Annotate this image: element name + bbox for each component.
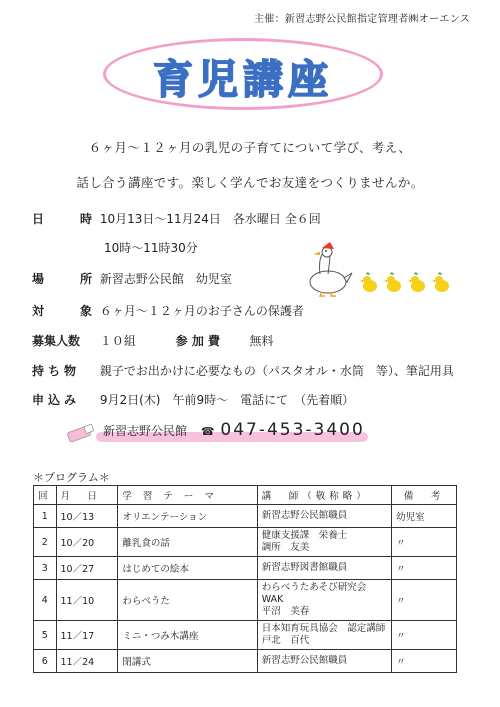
- row-no: 6: [34, 650, 57, 673]
- row-date: 11／17: [56, 621, 118, 650]
- row-no: 5: [34, 621, 57, 650]
- lecturer-line-1: 新習志野公民館職員: [261, 655, 348, 666]
- row-lecturer: [257, 580, 391, 621]
- row-theme: 離乳食の話: [118, 528, 257, 557]
- intro-line-2: 話し合う講座です。楽しく学んでお友達をつくりませんか。: [76, 175, 424, 190]
- row-lecturer: [257, 621, 391, 650]
- table-row: [34, 580, 457, 621]
- contact-phone: 047-453-3400: [220, 420, 365, 440]
- intro-line-1: ６ヶ月〜１２ヶ月の乳児の子育てについて学び、考え、: [88, 140, 412, 155]
- duck-and-chicks-illustration: [300, 240, 460, 300]
- contact-name: 新習志野公民館: [103, 424, 188, 438]
- row-lecturer: [257, 650, 391, 673]
- chick-icon: [432, 272, 449, 292]
- marker-pen-icon: [66, 423, 98, 447]
- fee-value: 無料: [249, 334, 274, 348]
- lecturer-line-1: わらべうたあそび研究会 WAK: [261, 582, 367, 605]
- info-capacity: [32, 332, 274, 349]
- items-value: 親子でお出かけに必要なもの（パスタオル・水筒 等）、筆記用具: [99, 364, 454, 378]
- chick-icon: [384, 272, 401, 292]
- lecturer-line-2: 平沼 美春: [261, 606, 310, 617]
- row-no: 1: [34, 505, 57, 528]
- row-date: 11／10: [56, 580, 118, 621]
- row-note: 〃: [392, 650, 457, 673]
- header-lecturer: 講 師（敬称略）: [257, 486, 391, 505]
- program-header-row: [34, 486, 457, 505]
- lecturer-line-1: 新習志野公民館職員: [261, 510, 348, 521]
- info-target: [32, 302, 304, 319]
- contact-line: [103, 420, 365, 440]
- time-value: 10時〜11時30分: [104, 241, 198, 255]
- fee-label: 参 加 費: [175, 334, 221, 348]
- row-lecturer: [257, 505, 391, 528]
- capacity-label: 募集人数: [32, 334, 81, 348]
- row-date: 10／20: [56, 528, 118, 557]
- row-theme: 閉講式: [118, 650, 257, 673]
- apply-value: 9月2日(木) 午前9時〜 電話にて （先着順）: [99, 393, 355, 407]
- info-items: [32, 362, 454, 379]
- date-value: 10月13日〜11月24日 各水曜日 全６回: [99, 212, 321, 226]
- capacity-value: １０組: [99, 334, 136, 348]
- table-row: [34, 621, 457, 650]
- row-note: 幼児室: [392, 505, 457, 528]
- lecturer-line-2: 戸北 百代: [261, 635, 310, 646]
- row-date: 10／13: [56, 505, 118, 528]
- row-no: 2: [34, 528, 57, 557]
- lecturer-line-1: 日本知育玩具協会 認定講師: [261, 623, 386, 634]
- apply-label: 申込み: [32, 393, 81, 407]
- page-title: 育児講座: [153, 57, 333, 103]
- table-row: [34, 557, 457, 580]
- header-date: 月 日: [56, 486, 118, 505]
- row-no: 4: [34, 580, 57, 621]
- items-label: 持ち物: [32, 364, 81, 378]
- chick-icon: [408, 272, 425, 292]
- info-time: [104, 239, 198, 256]
- header-note: 備 考: [392, 486, 457, 505]
- row-note: 〃: [392, 621, 457, 650]
- row-note: 〃: [392, 580, 457, 621]
- target-label: 対 象: [32, 304, 105, 318]
- chick-icon: [360, 272, 377, 292]
- row-lecturer: [257, 528, 391, 557]
- duck-icon: [310, 242, 352, 296]
- row-theme: はじめての絵本: [118, 557, 257, 580]
- program-label: ＊プログラム＊: [33, 471, 110, 484]
- date-label: 日 時: [32, 212, 105, 226]
- row-theme: ミニ・つみ木講座: [118, 621, 257, 650]
- place-label: 場 所: [32, 272, 105, 286]
- table-row: [34, 650, 457, 673]
- header-no: 回: [34, 486, 57, 505]
- row-lecturer: [257, 557, 391, 580]
- target-value: ６ヶ月〜１２ヶ月のお子さんの保護者: [99, 304, 304, 318]
- row-note: 〃: [392, 528, 457, 557]
- info-apply: [32, 391, 354, 408]
- lecturer-line-1: 健康支援課 栄養士: [261, 530, 348, 541]
- place-value: 新習志野公民館 幼児室: [99, 272, 232, 286]
- row-note: 〃: [392, 557, 457, 580]
- header-theme: 学 習 テ ー マ: [118, 486, 257, 505]
- lecturer-line-1: 新習志野図書館職員: [261, 562, 348, 573]
- program-table: [33, 485, 457, 673]
- table-row: [34, 505, 457, 528]
- row-date: 11／24: [56, 650, 118, 673]
- table-row: [34, 528, 457, 557]
- row-theme: わらべうた: [118, 580, 257, 621]
- lecturer-line-2: 調所 友美: [261, 542, 310, 553]
- row-date: 10／27: [56, 557, 118, 580]
- row-no: 3: [34, 557, 57, 580]
- phone-icon: ☎: [200, 425, 215, 438]
- organizer-line: 主催：新習志野公民館指定管理者㈱オーエンス: [254, 14, 470, 25]
- info-place: [32, 270, 232, 287]
- info-date: [32, 210, 321, 227]
- row-theme: オリエンテーション: [118, 505, 257, 528]
